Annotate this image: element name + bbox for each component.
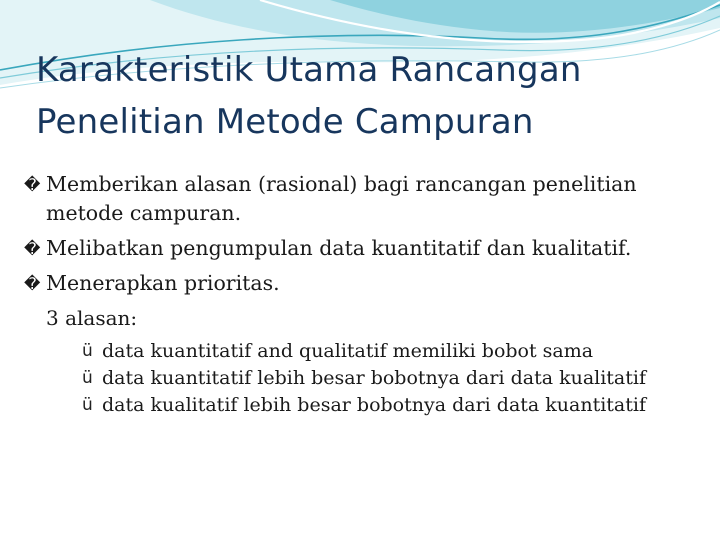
sub-item — [24, 339, 700, 364]
sub-item — [24, 393, 700, 418]
slide-content — [24, 170, 700, 420]
bullet-item — [24, 269, 700, 298]
check-icon: ü — [82, 341, 93, 361]
bullet-text: Menerapkan prioritas. — [46, 271, 280, 295]
check-icon: ü — [82, 395, 93, 415]
bullet-glyph-icon: � — [24, 274, 41, 293]
sub-item-text: data kuantitatif and qualitatif memiliki bobot sama — [102, 340, 594, 362]
sub-item-text: data kuantitatif lebih besar bobotnya dari data kualitatif — [102, 367, 647, 389]
slide-title-line-1: Karakteristik Utama Rancangan — [36, 50, 582, 90]
check-icon: ü — [82, 368, 93, 388]
slide-title-line-2: Penelitian Metode Campuran — [36, 102, 534, 142]
bullet-text: Memberikan alasan (rasional) bagi rancangan penelitian metode campuran. — [46, 172, 637, 225]
bullet-glyph-icon: � — [24, 175, 41, 194]
bullet-glyph-icon: � — [24, 239, 41, 258]
sub-item — [24, 366, 700, 391]
bullet-item — [24, 170, 700, 228]
bullet-text: Melibatkan pengumpulan data kuantitatif dan kualitatif. — [46, 236, 632, 260]
sub-item-text: data kualitatif lebih besar bobotnya dari data kuantitatif — [102, 394, 647, 416]
slide-title — [36, 44, 696, 148]
bullet-item — [24, 234, 700, 263]
reasons-label: 3 alasan: — [46, 306, 138, 330]
